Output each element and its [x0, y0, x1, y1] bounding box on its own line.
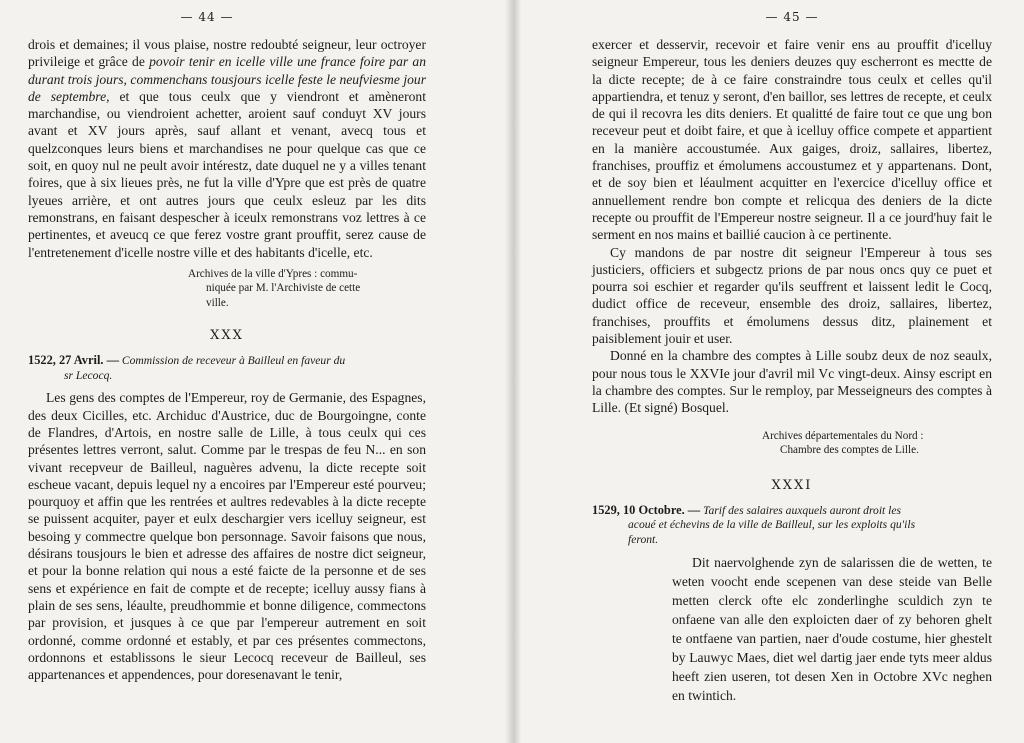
right-continuation-paragraph: exercer et desservir, recevoir et faire venir ens au prouffit d'icelluy seigneur Empereur, tous les deniers deuzes quy escherront es mectte de la dicte recepte; de à ce faire constraindre tous ceulx et celles qu'il appartiendra, et tenuz y seront, d'en baillor, ses lettres de recepte, et ceulx de qui il recovra les dits deniers. Et qualitté de faire tout ce que ung bon receveur peut et doibt faire, et que à icelluy office compete et appartient en la manière accoustumée. Aux gaiges, droiz, sallaires, libertez, franchises, prouffiz et émolumens accoustumez et y appartenans. Dont, et de soy bien et léaulment acquitter en l'exercice d'icelluy office et annuellement rendre bon compte et relicqua des deniers de la dicte recepte ou prouffit de l'Empereur nostre seigneur. Il a ce jourd'huy fait le serment en nos mains et baillié caucion à ce pertinente.	[592, 37, 992, 243]
section-number-xxxi: XXXI	[771, 477, 813, 493]
archive-citation-nord	[762, 429, 992, 458]
archive-line: Archives départementales du Nord :	[762, 429, 924, 442]
right-page	[592, 0, 992, 705]
commission-paragraph: Les gens des comptes de l'Empereur, roy de Germanie, des Espagnes, des deux Cicilles, etc. Archiduc d'Austrice, duc de Bourgoingne, conte de Flandres, d'Artois, en nostre salle de Lille, à tous ceulx qui ces présentes lettres verront, salut. Comme par le trespas de feu N... en son vivant recepveur de Bailleul, naguères advenu, la dicte recepte soit escheue vacant, depuis lequel ny a encoires par l'Empereur esté pourveu; pourquoy et affin que les rentrées et aultres redevables à la dicte recepte se puissent acquiter, payer et eulx deschargier vers icelluy seigneur, est besoing y commectre quelque bon personnage. Savoir faisons que nous, désirans tousjours le bien et adresse des affaires de nostre dict seigneur, et pour la bonne relation qui nous a esté faicte de la personne et de ses sens et expérience en fait de compte et de recepte; icelluy aussy fians à plain de ses sens, léaulte, preudhommie et bonne diligence, commectons par provision, et jusques à ce que par l'empereur autrement en soit ordonné, comme ordonné et estably, et par ces présentes commectons, ordonnons et establissons le sieur Lecocq receveur de Bailleul, ses appartenances et appendences, pour doresenavant le tenir,	[28, 390, 426, 683]
book-gutter	[505, 0, 521, 743]
section-date: 1522, 27 Avril. —	[28, 353, 119, 368]
section-heading-1522	[28, 353, 426, 383]
page-number-45: — 45 —	[765, 10, 819, 24]
section-number-xxx: XXX	[210, 328, 244, 344]
archive-citation-ypres	[188, 267, 420, 311]
left-continuation-paragraph	[28, 36, 426, 261]
left-page	[28, 0, 426, 683]
section-description-cont: acoué et échevins de la ville de Bailleul, sur les exploits qu'ils	[628, 518, 916, 532]
archive-line: Chambre des comptes de Lille.	[780, 444, 919, 457]
section-heading-1529	[592, 503, 992, 548]
archive-line: Archives de la ville d'Ypres : commu-	[188, 267, 358, 280]
section-description: Tarif des salaires auxquels auront droit les	[703, 503, 902, 517]
continuation-italic-text: povoir tenir en icelle ville une france foire par an durant trois jours, commenchans tousjours icelle feste le neufviesme jour de septembre,	[28, 54, 426, 104]
mandate-paragraph: Cy mandons de par nostre dit seigneur l'Empereur à tous ses justiciers, officiers et subgectz prions de par nous oncs quy ce puet et pourra soi eschier et regarder qu'ils seuffrent et laissent ledit le Cocq, dudict office de receveur, ensemble des droiz, sallaires, libertez, franchises, prouffits et émolumens dessus ditz, plainement et paisiblement jouir et user.	[592, 244, 992, 347]
continuation-text: drois et demaines; il vous plaise, nostre redoubté seigneur, leur octroyer privileige et grâce de	[28, 37, 426, 70]
given-paragraph: Donné en la chambre des comptes à Lille soubz deux de noz seaulx, pour nous tous le XXVIe jour d'avril mil Vc vingt-deux. Ainsy escript en la chambre des comptes. Sur le remploy, par Messeigneurs des comptes à Lille. (Et signé) Bosquel.	[592, 348, 992, 416]
flemish-tariff-paragraph	[672, 553, 992, 705]
continuation-tail-text: et que tous ceulx que y viendront et amèneront marchandise, ou viendroient achetter, aroient sauf conduyt XV jours avant et XV jours après, sauf allant et venant, avecq tous et quelzconques leurs biens et marchandises ne pour quelque cas que ce soit, en quoy nul ne peult avoir intérestz, date duquel ne y a villes tenant foires, que à six lieues près, ne fut la ville d'Ypre que est près de quatre lyeues arrière, et ont autres jours que ceulx esleuz par les dits remonstrans, en faisant despescher à iceulx remonstrans voz lettres à ce pertinentes, et aveucq ce que ferez vostre grant prouffit, serez cause de l'entretenement d'icelle nostre ville et des habitants d'icelle, etc.	[28, 88, 426, 260]
section-date: 1529, 10 Octobre. —	[592, 502, 701, 517]
section-description: Commission de receveur à Bailleul en faveur du	[121, 354, 346, 368]
flemish-text: Dit naervolghende zyn de salarissen die de wetten, te weten voocht ende scepenen van dese steide van Belle metten clerck ofte elc zonderlinghe sculdich zyn te onfaene van alle den exploicten daer of zy behoren ghelt te ontfaene van partien, naer d'oude costume, hier ghestelt by Lauwyc Maes, diet wel dartig jaer ende tyts meer aldus heeft zien useren, tot desen Xen in Octobre XVc neghen en twintich.	[672, 555, 992, 704]
archive-line: ville.	[206, 296, 229, 309]
archive-line: niquée par M. l'Archiviste de cette	[206, 282, 361, 295]
page-number-44: — 44 —	[180, 10, 234, 24]
section-description-cont: feront.	[628, 532, 659, 546]
section-description-cont: sr Lecocq.	[64, 368, 113, 382]
